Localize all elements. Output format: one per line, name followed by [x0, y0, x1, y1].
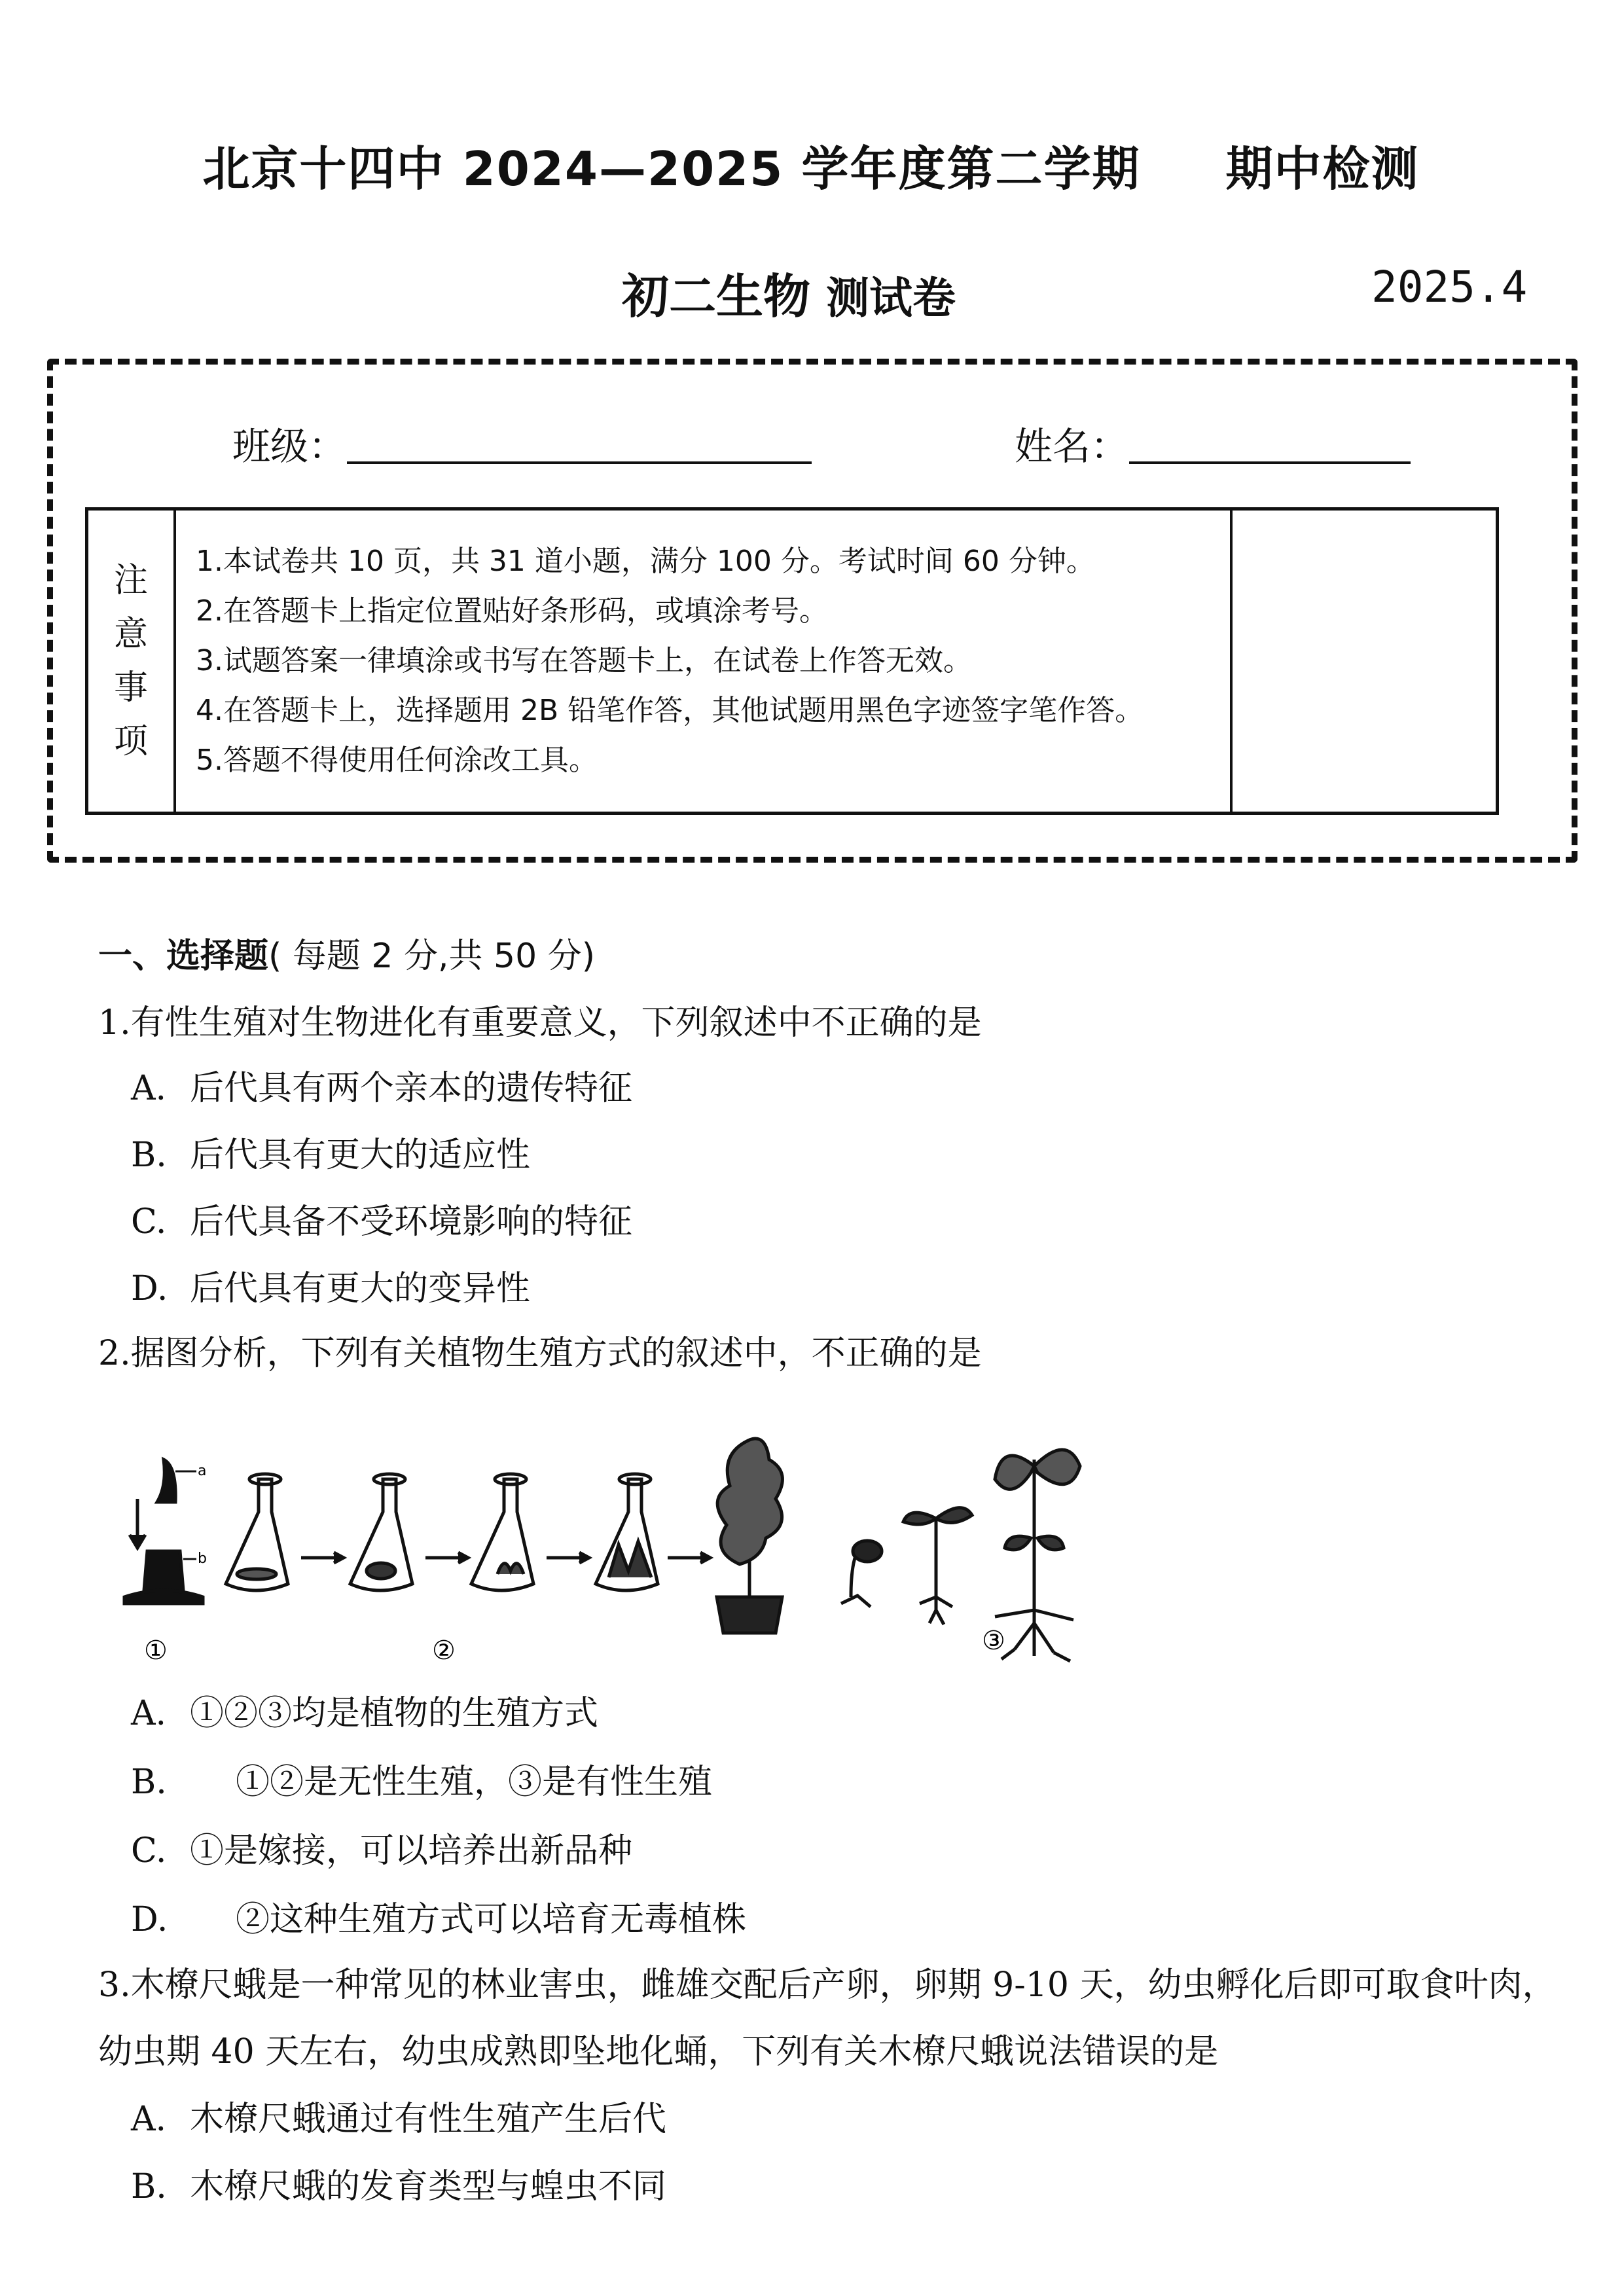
- section-score-note: ( 每题 2 分,共 50 分): [268, 937, 596, 976]
- option-text: ①②③均是植物的生殖方式: [190, 1694, 599, 1733]
- question-2-option-a: [131, 1685, 598, 1734]
- title-school-term: 北京十四中 2024—2025 学年度第二学期: [202, 141, 1141, 196]
- option-label: A.: [131, 1694, 167, 1733]
- option-text: ①②是无性生殖，③是有性生殖: [236, 1763, 713, 1802]
- title-exam-type: 期中检测: [1225, 141, 1420, 196]
- question-3-option-a: [131, 2091, 666, 2140]
- option-text: 木橑尺蛾通过有性生殖产生后代: [190, 2100, 667, 2139]
- question-2-option-c: [131, 1823, 632, 1872]
- subject-name: 初二生物: [622, 269, 811, 324]
- figure-mark-a: a: [198, 1463, 207, 1479]
- notes-heading-char: 项: [113, 722, 148, 761]
- name-label: 姓名：: [1015, 424, 1129, 469]
- notes-item: 2.在答题卡上指定位置贴好条形码，或填涂考号。: [196, 594, 828, 628]
- option-label: D.: [131, 1900, 168, 1939]
- question-3-option-b: [131, 2159, 666, 2208]
- figure-label-2: ②: [432, 1636, 456, 1666]
- figure-mark-b: b: [198, 1551, 207, 1567]
- option-label: B.: [131, 2167, 167, 2206]
- option-label: A.: [131, 1069, 167, 1108]
- question-1-option-b: [131, 1127, 530, 1176]
- tissue-culture-illustration: [226, 1439, 782, 1633]
- question-1-option-d: [131, 1261, 530, 1310]
- notes-item: 4.在答题卡上，选择题用 2B 铅笔作答，其他试题用黑色字迹签字笔作答。: [196, 694, 1144, 727]
- section-heading: [98, 928, 595, 977]
- option-text: 后代具有更大的适应性: [190, 1136, 531, 1175]
- question-3-stem-line-1: 3.木橑尺蛾是一种常见的林业害虫，雌雄交配后产卵，卵期 9-10 天，幼虫孵化后即可取食叶肉，: [98, 1965, 1557, 2005]
- class-label: 班级：: [232, 424, 347, 469]
- seed-germination-illustration: [841, 1450, 1080, 1661]
- grafting-illustration: [124, 1460, 203, 1604]
- notes-item: 1.本试卷共 10 页，共 31 道小题，满分 100 分。考试时间 60 分钟。: [196, 545, 1095, 578]
- option-label: D.: [131, 1269, 168, 1308]
- notes-item: 5.答题不得使用任何涂改工具。: [196, 744, 598, 777]
- notes-heading: [87, 509, 175, 814]
- question-2-option-b: [131, 1754, 712, 1803]
- question-1-option-c: [131, 1194, 632, 1243]
- option-text: 后代具有两个亲本的遗传特征: [190, 1069, 633, 1108]
- question-1-stem: 1.有性生殖对生物进化有重要意义，下列叙述中不正确的是: [98, 1003, 982, 1043]
- option-label: A.: [131, 2100, 167, 2139]
- notes-table: [85, 507, 1499, 815]
- question-1-option-a: [131, 1060, 632, 1109]
- notes-list: [175, 509, 1231, 814]
- notes-heading-char: 注: [113, 561, 148, 600]
- page-title: [0, 131, 1622, 199]
- notes-item: 3.试题答案一律填涂或书写在答题卡上，在试卷上作答无效。: [196, 644, 972, 677]
- notes-heading-char: 意: [113, 615, 148, 654]
- subject-heading: [622, 259, 956, 327]
- option-label: B.: [131, 1136, 167, 1175]
- name-field[interactable]: [1129, 461, 1411, 464]
- figure-label-3: ③: [982, 1626, 1005, 1656]
- option-text: 木橑尺蛾的发育类型与蝗虫不同: [190, 2167, 667, 2206]
- option-text: 后代具有更大的变异性: [190, 1269, 531, 1308]
- figure-label-1: ①: [144, 1636, 168, 1666]
- section-title: 一、选择题: [98, 937, 269, 976]
- paper-type: 测试卷: [826, 273, 956, 323]
- exam-date: 2025.4: [1371, 262, 1528, 312]
- class-field[interactable]: [347, 461, 812, 464]
- option-text: 后代具备不受环境影响的特征: [190, 1202, 633, 1242]
- notes-heading-char: 事: [113, 668, 148, 708]
- question-2-stem: 2.据图分析，下列有关植物生殖方式的叙述中，不正确的是: [98, 1334, 982, 1373]
- option-text: ②这种生殖方式可以培育无毒植株: [236, 1900, 747, 1939]
- barcode-area: [1231, 509, 1498, 814]
- question-3-stem-line-2: 幼虫期 40 天左右，幼虫成熟即坠地化蛹，下列有关木橑尺蛾说法错误的是: [98, 2032, 1219, 2072]
- option-label: B.: [131, 1763, 167, 1802]
- question-2-option-d: [131, 1892, 746, 1941]
- option-label: C.: [131, 1202, 167, 1242]
- option-text: ①是嫁接，可以培养出新品种: [190, 1831, 633, 1871]
- option-label: C.: [131, 1831, 167, 1871]
- plant-reproduction-figure: [118, 1388, 1178, 1669]
